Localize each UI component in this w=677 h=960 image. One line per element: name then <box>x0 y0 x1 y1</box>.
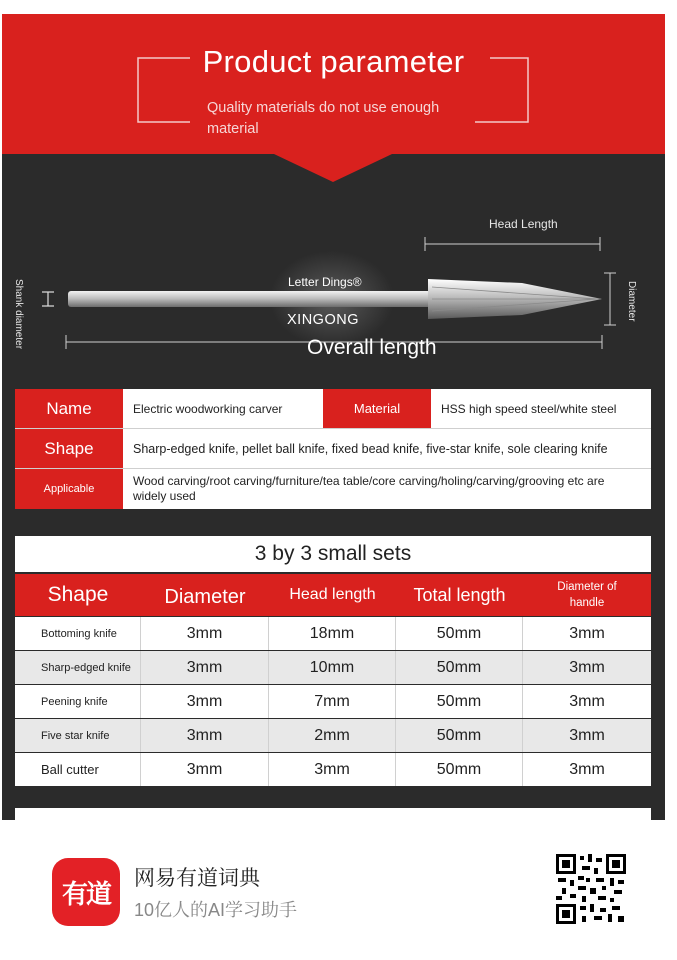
diameter-label: Diameter <box>626 281 637 322</box>
cell-head-length: 3mm <box>269 753 396 786</box>
sets-header-total-length: Total length <box>413 584 506 605</box>
table-row <box>15 616 651 650</box>
table-row <box>15 752 651 786</box>
brand-name: Letter Dings® <box>288 275 362 289</box>
youdao-logo[interactable]: 有道 <box>52 858 120 926</box>
spec-label-material: Material <box>323 389 431 428</box>
cell-total-length: 50mm <box>396 651 523 684</box>
cell-handle-diameter: 3mm <box>569 726 605 744</box>
cell-total-length: 50mm <box>396 617 523 650</box>
table-row <box>15 650 651 684</box>
spec-row-applicable <box>15 469 651 509</box>
sets-header-shape: Shape <box>47 583 109 606</box>
cell-total-length: 50mm <box>396 753 523 786</box>
cell-shape: Peening knife <box>15 685 141 718</box>
cell-shape: Five star knife <box>15 719 141 752</box>
spec-row-name <box>15 389 651 429</box>
cell-handle-diameter: 3mm <box>569 692 605 710</box>
cell-head-length: 18mm <box>269 617 396 650</box>
spec-label-applicable: Applicable <box>15 469 123 509</box>
spec-label-shape: Shape <box>15 429 123 468</box>
spec-table <box>15 389 651 509</box>
sets-table <box>15 574 651 786</box>
qr-code-icon[interactable] <box>556 854 626 924</box>
spec-row-shape <box>15 429 651 469</box>
table-row <box>15 718 651 752</box>
cell-head-length: 7mm <box>269 685 396 718</box>
cell-shape: Ball cutter <box>15 753 141 786</box>
app-name: 网易有道词典 <box>134 867 260 890</box>
head-length-label: Head Length <box>489 217 558 231</box>
cell-shape: Sharp-edged knife <box>15 651 141 684</box>
cell-handle-diameter: 3mm <box>569 658 605 676</box>
cell-total-length: 50mm <box>396 685 523 718</box>
spec-value-material: HSS high speed steel/white steel <box>431 389 651 428</box>
sets-header-handle-diameter: Diameter of handle <box>557 581 617 609</box>
spec-value-name: Electric woodworking carver <box>123 389 323 428</box>
cell-total-length: 50mm <box>396 719 523 752</box>
next-section-strip <box>15 808 651 820</box>
table-row <box>15 684 651 718</box>
app-footer <box>0 820 677 960</box>
spec-value-applicable: Wood carving/root carving/furniture/tea table/core carving/holing/carving/grooving etc are widely used <box>123 469 651 509</box>
cell-head-length: 2mm <box>269 719 396 752</box>
product-poster <box>2 14 665 820</box>
product-illustration <box>2 199 665 389</box>
cell-diameter: 3mm <box>141 685 269 718</box>
cell-handle-diameter: 3mm <box>569 760 605 778</box>
spec-value-shape: Sharp-edged knife, pellet ball knife, fixed bead knife, five-star knife, sole clearing knife <box>123 429 651 468</box>
cell-diameter: 3mm <box>141 719 269 752</box>
cell-diameter: 3mm <box>141 617 269 650</box>
cell-diameter: 3mm <box>141 651 269 684</box>
sets-header-row <box>15 574 651 616</box>
sets-header-diameter: Diameter <box>164 585 246 608</box>
header-banner <box>2 14 665 204</box>
page-subtitle: Quality materials do not use enough material <box>207 100 440 137</box>
spec-label-name: Name <box>15 389 123 428</box>
cell-head-length: 10mm <box>269 651 396 684</box>
page-title: Product parameter <box>202 44 465 79</box>
cell-diameter: 3mm <box>141 753 269 786</box>
brand-wordmark: XINGONG <box>287 312 359 328</box>
cell-shape: Bottoming knife <box>15 617 141 650</box>
overall-length-label: Overall length <box>307 336 437 359</box>
cell-handle-diameter: 3mm <box>569 624 605 642</box>
shank-diameter-label: Shank diameter <box>13 279 24 350</box>
carving-bit-drawing <box>2 199 665 389</box>
app-slogan: 10亿人的AI学习助手 <box>134 900 298 920</box>
sets-title: 3 by 3 small sets <box>15 536 651 572</box>
sets-header-head-length: Head length <box>289 586 376 603</box>
